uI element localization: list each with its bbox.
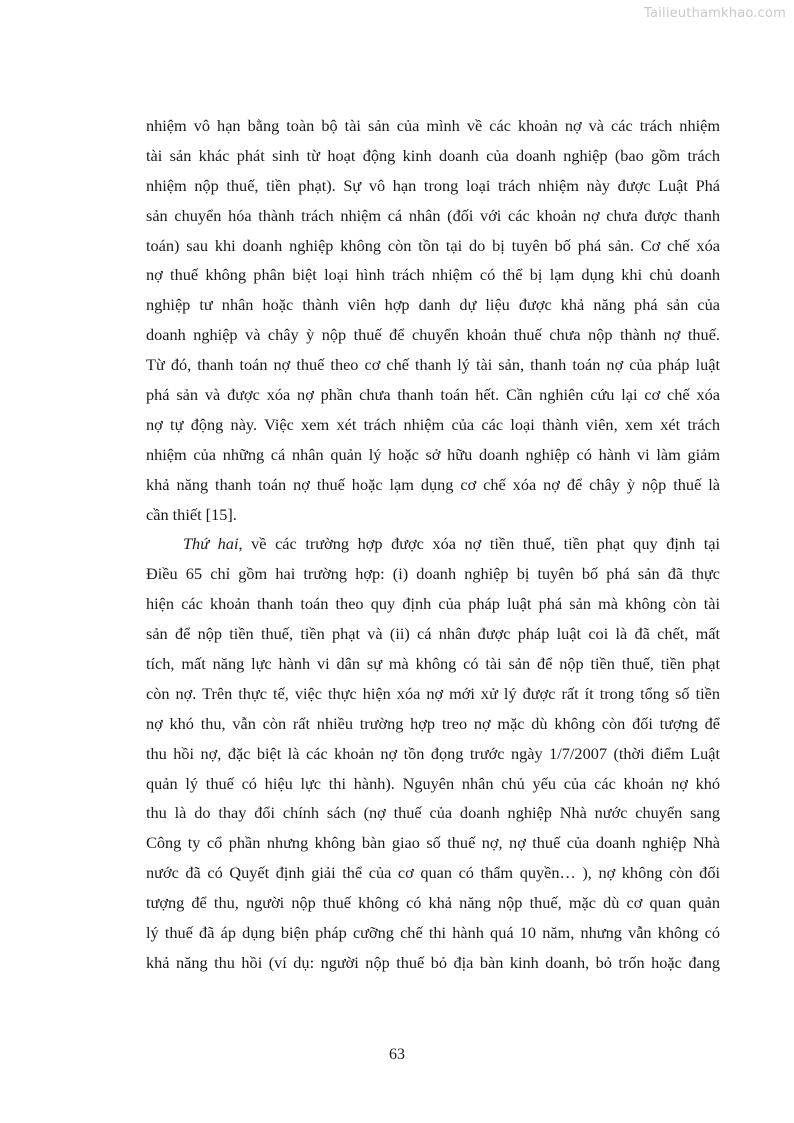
text-line: nước đã có Quyết định giải thể của cơ quan có thẩm quyền… ), nợ không còn đối xyxy=(146,863,720,883)
text-line: Công ty cổ phần nhưng không bàn giao số thuế nợ, nợ thuế của doanh nghiệp Nhà xyxy=(146,833,720,853)
paragraph-2 xyxy=(146,529,720,977)
text-line: thu hồi nợ, đặc biệt là các khoản nợ tồn đọng trước ngày 1/7/2007 (thời điểm Luật xyxy=(146,743,720,763)
text-line: lý thuế đã áp dụng biện pháp cưỡng chế thi hành quá 10 năm, nhưng vẫn không có xyxy=(146,923,720,943)
text-line: Điều 65 chỉ gồm hai trường hợp: (i) doanh nghiệp bị tuyên bố phá sản đã thực xyxy=(146,564,720,584)
watermark: Tailieuthamkhao.com xyxy=(644,6,786,21)
text-line: thu là do thay đổi chính sách (nợ thuế của doanh nghiệp Nhà nước chuyển sang xyxy=(146,803,720,823)
text-line: nhiệm vô hạn bằng toàn bộ tài sản của mình về các khoản nợ và các trách nhiệm xyxy=(146,116,720,135)
text-line: nhiệm của những cá nhân quản lý hoặc sở hữu doanh nghiệp có hành vi làm giảm xyxy=(146,444,720,464)
text-line: hiện các khoản thanh toán theo quy định của pháp luật phá sản mà không còn tài xyxy=(146,594,720,614)
text-line: khả năng thanh toán nợ thuế hoặc lạm dụng cơ chế xóa nợ để chây ỳ nộp thuế là xyxy=(146,474,720,494)
text-line: nợ tự động này. Việc xem xét trách nhiệm của các loại thành viên, xem xét trách xyxy=(146,414,720,434)
text-line: tài sản khác phát sinh từ hoạt động kinh doanh của doanh nghiệp (bao gồm trách xyxy=(146,145,720,165)
page-number: 63 xyxy=(389,1046,405,1063)
lead-rest: , về các trường hợp được xóa nợ tiền thuế, tiền phạt quy định tại xyxy=(238,534,720,554)
lead-italic: Thứ hai xyxy=(183,534,239,554)
text-line: quản lý thuế có hiệu lực thi hành). Nguyên nhân chủ yếu của các khoản nợ khó xyxy=(146,773,720,793)
paragraph-1 xyxy=(146,111,720,529)
text-line: phá sản và được xóa nợ phần chưa thanh toán hết. Cần nghiên cứu lại cơ chế xóa xyxy=(146,385,720,405)
text-line: doanh nghiệp và chây ỳ nộp thuế để chuyển khoản thuế chưa nộp thành nợ thuế. xyxy=(146,325,720,345)
text-line: nghiệp tư nhân hoặc thành viên hợp danh dự liệu được khả năng phá sản của xyxy=(146,295,720,315)
text-line: tích, mất năng lực hành vi dân sự mà không có tài sản để nộp tiền thuế, tiền phạt xyxy=(146,654,720,674)
text-line: sản để nộp tiền thuế, tiền phạt và (ii) cá nhân được pháp luật coi là đã chết, mất xyxy=(146,624,720,644)
text-line: Từ đó, thanh toán nợ thuế theo cơ chế thanh lý tài sản, thanh toán nợ của pháp luật xyxy=(146,355,720,375)
text-line: cần thiết [15]. xyxy=(146,504,237,524)
text-line: nợ khó thu, vẫn còn rất nhiều trường hợp treo nợ mặc dù không còn đối tượng để xyxy=(146,713,720,733)
page-body xyxy=(146,111,720,978)
text-line: sản chuyển hóa thành trách nhiệm cá nhân (đối với các khoản nợ chưa được thanh xyxy=(146,205,720,225)
text-line: tượng để thu, người nộp thuế không có khả năng nộp thuế, mặc dù cơ quan quản xyxy=(146,893,720,913)
text-line: khả năng thu hồi (ví dụ: người nộp thuế bỏ địa bàn kinh doanh, bỏ trốn hoặc đang xyxy=(146,952,720,972)
text-line: còn nợ. Trên thực tế, việc thực hiện xóa nợ mới xử lý được rất ít trong tổng số tiền xyxy=(146,683,720,703)
text-line-lead xyxy=(146,529,720,559)
text-line: toán) sau khi doanh nghiệp không còn tồn tại do bị tuyên bố phá sản. Cơ chế xóa xyxy=(146,235,720,255)
text-line: nợ thuế không phân biệt loại hình trách nhiệm có thể bị lạm dụng khi chủ doanh xyxy=(146,265,720,285)
text-line: nhiệm nộp thuế, tiền phạt). Sự vô hạn trong loại trách nhiệm này được Luật Phá xyxy=(146,175,720,195)
